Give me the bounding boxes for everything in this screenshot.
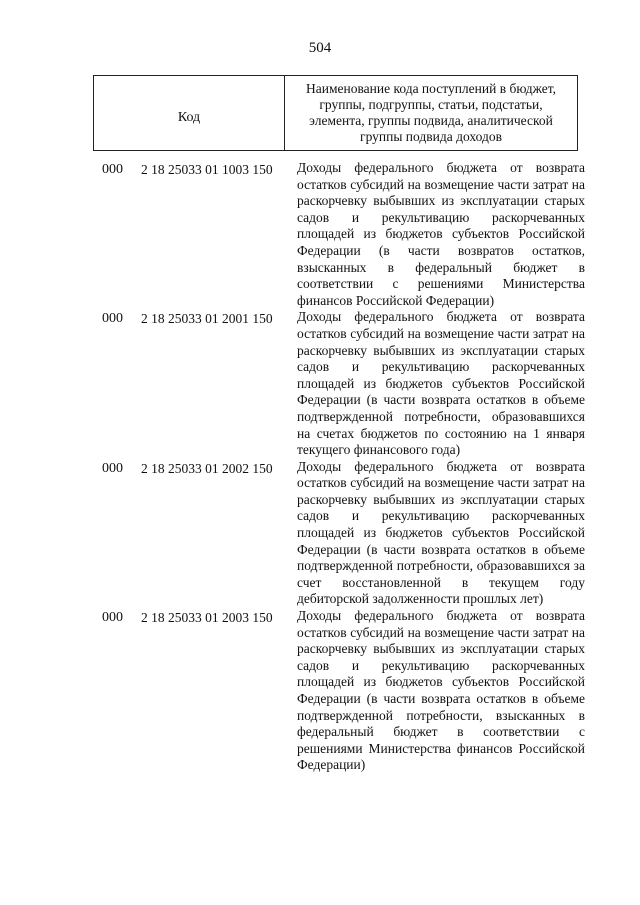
table-row bbox=[0, 608, 640, 774]
entry-admin-code: 000 bbox=[102, 162, 123, 177]
table-row bbox=[0, 309, 640, 458]
entry-description: Доходы федерального бюджета от возврата остатков субсидий на возмещение части затрат на раскорчевку выбывших из эксплуатации старых садов и рекультивацию раскорчеванных площадей из бюджетов субъектов Российской Федерации (в части возвратов остатков, взысканных в федеральный бюджет в соответствии с решениями Министерства финансов Российской Федерации) bbox=[297, 160, 585, 308]
entry-revenue-code: 2 18 25033 01 1003 150 bbox=[141, 162, 273, 177]
table-row bbox=[0, 459, 640, 608]
entry-admin-code: 000 bbox=[102, 311, 123, 327]
entry-admin-code: 000 bbox=[102, 460, 123, 476]
entry-description: Доходы федерального бюджета от возврата остатков субсидий на возмещение части затрат на раскорчевку выбывших из эксплуатации старых садов и рекультивацию раскорчеванных площадей из бюджетов субъектов Российской Федерации (в части возврата остатков в объеме подтвержденной потребности, образовавшихся на счетах бюджетов по состоянию на 1 января текущего финансового года) bbox=[297, 309, 585, 458]
header-code-column: Код bbox=[94, 76, 285, 150]
entry-revenue-code: 2 18 25033 01 2001 150 bbox=[141, 311, 273, 327]
entry-admin-code: 000 bbox=[102, 610, 123, 626]
entries-list bbox=[0, 160, 640, 774]
entry-revenue-code: 2 18 25033 01 2002 150 bbox=[141, 460, 273, 476]
table-header bbox=[93, 75, 578, 151]
table-row bbox=[0, 160, 640, 309]
entry-description: Доходы федерального бюджета от возврата остатков субсидий на возмещение части затрат на раскорчевку выбывших из эксплуатации старых садов и рекультивацию раскорчеванных площадей из бюджетов субъектов Российской Федерации (в части возврата остатков в объеме подтвержденной потребности, образовавшихся за счет восстановленной в текущем году дебиторской задолженности прошлых лет) bbox=[297, 458, 585, 607]
header-name-column: Наименование кода поступлений в бюджет, группы, подгруппы, статьи, подстатьи, элемента, группы подвида, аналитической группы подвида доходов bbox=[305, 81, 556, 144]
entry-description: Доходы федерального бюджета от возврата остатков субсидий на возмещение части затрат на раскорчевку выбывших из эксплуатации старых садов и рекультивацию раскорчеванных площадей из бюджетов субъектов Российской Федерации (в части возврата остатков в объеме подтвержденной потребности, взысканных в федеральный бюджет в соответствии с решениями Министерства финансов Российской Федерации) bbox=[297, 608, 585, 773]
entry-revenue-code: 2 18 25033 01 2003 150 bbox=[141, 610, 273, 626]
page-number: 504 bbox=[308, 40, 332, 56]
